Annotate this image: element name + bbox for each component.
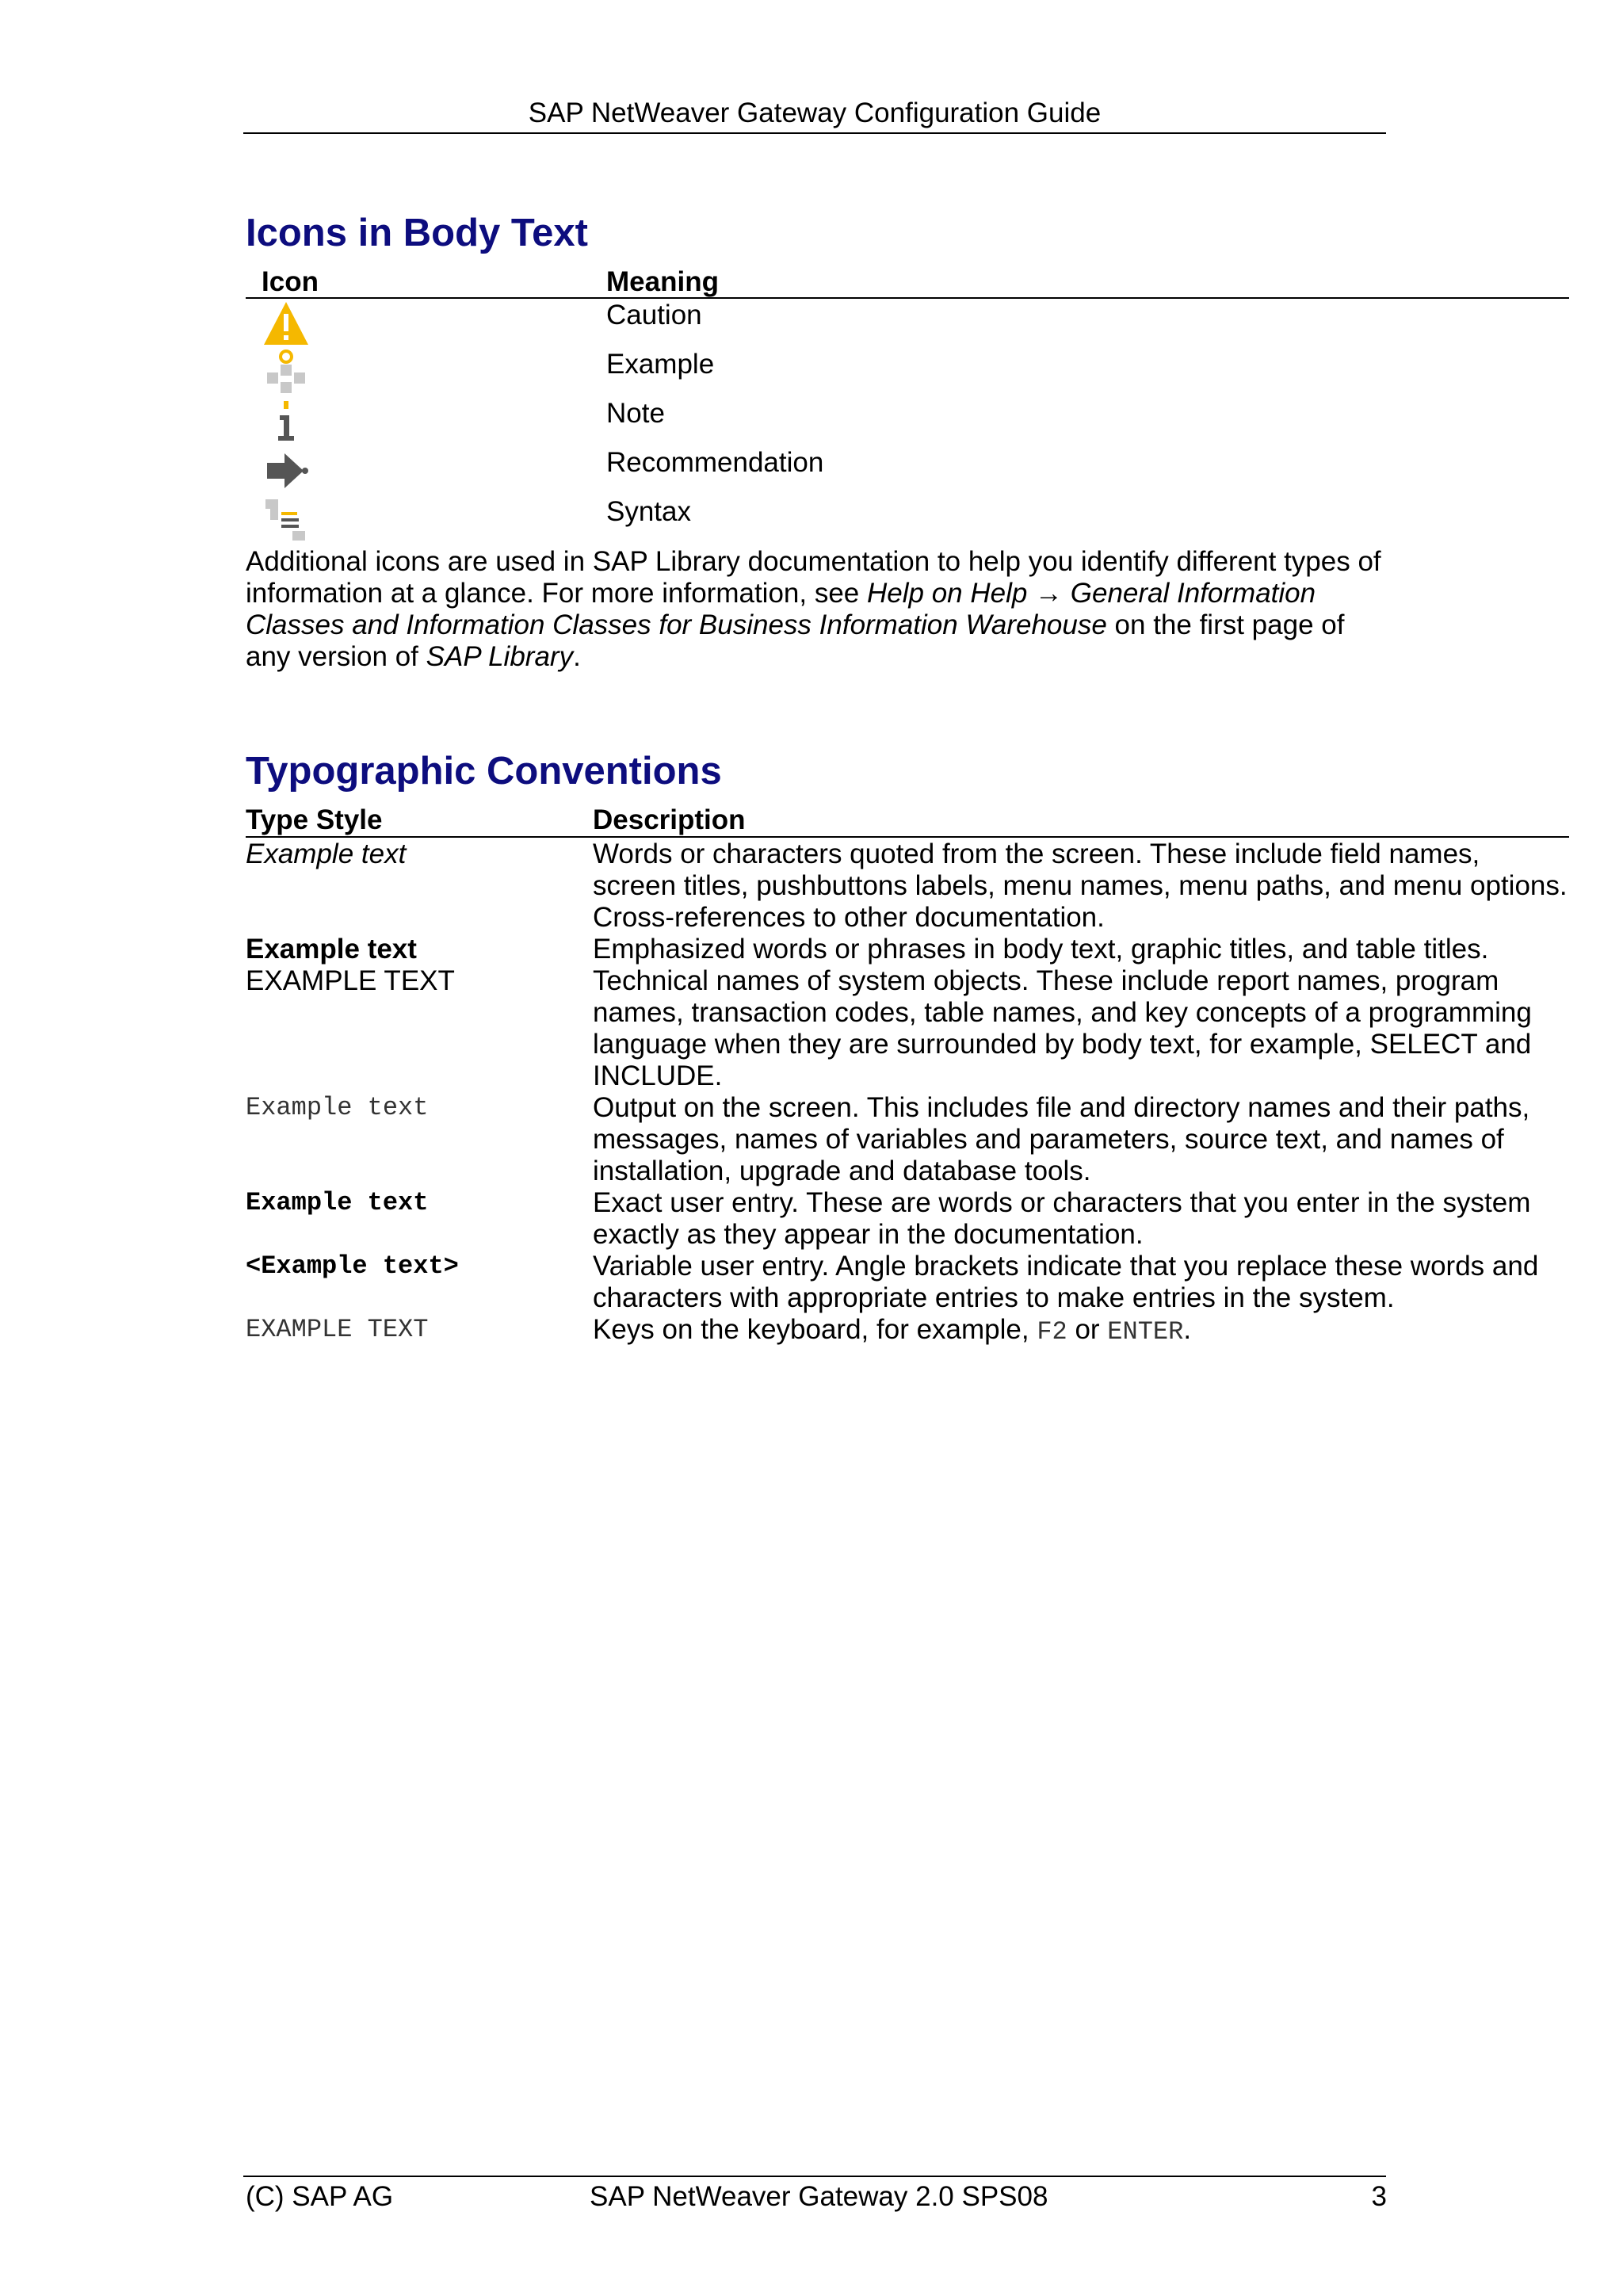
icons-section-heading: Icons in Body Text bbox=[246, 212, 588, 254]
caution-icon bbox=[262, 300, 311, 347]
help-on-help-link: Help on Help bbox=[866, 578, 1028, 609]
desc-cross-references: Cross-references to other documentation. bbox=[593, 902, 1105, 933]
note-icon bbox=[262, 398, 311, 445]
desc-technical-names: Technical names of system objects. These include report names, program names, transaction codes, table names, and key concepts of a programming language when they are surrounded by body text, for example, SELECT and INCLUDE. bbox=[593, 965, 1532, 1091]
typo-section-heading: Typographic Conventions bbox=[246, 750, 722, 793]
sap-library-ref: SAP Library bbox=[426, 641, 574, 672]
type-style-italic: Example text bbox=[246, 839, 407, 869]
additional-icons-paragraph bbox=[246, 546, 1395, 673]
desc-keyboard-keys bbox=[593, 1314, 1569, 1348]
footer-rule bbox=[243, 2176, 1386, 2177]
footer-copyright: (C) SAP AG bbox=[246, 2181, 394, 2212]
meaning-recommendation: Recommendation bbox=[606, 447, 824, 478]
recommendation-icon bbox=[262, 447, 311, 495]
meaning-syntax: Syntax bbox=[606, 496, 691, 527]
desc-variable-entry: Variable user entry. Angle brackets indicate that you replace these words and characters with appropriate entries to make entries in the system. bbox=[593, 1251, 1539, 1313]
icons-table-rule bbox=[246, 297, 1569, 299]
meaning-caution: Caution bbox=[606, 300, 702, 330]
page-number: 3 bbox=[1371, 2181, 1387, 2212]
type-style-column-header: Type Style bbox=[246, 804, 383, 835]
page-header: SAP NetWeaver Gateway Configuration Guide bbox=[528, 97, 1102, 128]
type-style-mono-bold: Example text bbox=[246, 1188, 429, 1217]
para-text: on the first page of any version of bbox=[246, 609, 1345, 672]
info-classes-path: General Information Classes and Information Classes for Business Information Warehouse bbox=[246, 578, 1316, 640]
desc-text: . bbox=[1183, 1314, 1192, 1345]
meaning-column-header: Meaning bbox=[606, 266, 719, 297]
desc-emphasized: Emphasized words or phrases in body text, graphic titles, and table titles. bbox=[593, 934, 1489, 965]
icon-column-header: Icon bbox=[262, 266, 319, 297]
desc-screen-text: Words or characters quoted from the screen. These include field names, screen titles, pushbuttons labels, menu names, menu paths, and menu options. bbox=[593, 839, 1568, 901]
typo-table-rule bbox=[246, 836, 1569, 838]
type-style-bold: Example text bbox=[246, 934, 417, 965]
desc-screen-output: Output on the screen. This includes file and directory names and their paths, messages, names of variables and parameters, source text, and names of installation, upgrade and database tools. bbox=[593, 1092, 1530, 1186]
key-f2: F2 bbox=[1037, 1317, 1067, 1347]
syntax-icon bbox=[262, 496, 311, 544]
header-rule bbox=[243, 132, 1386, 134]
footer-product: SAP NetWeaver Gateway 2.0 SPS08 bbox=[590, 2181, 1048, 2212]
type-style-angle-brackets: <Example text> bbox=[246, 1251, 459, 1281]
type-style-mono: Example text bbox=[246, 1093, 429, 1122]
meaning-note: Note bbox=[606, 398, 665, 429]
type-style-caps: EXAMPLE TEXT bbox=[246, 965, 455, 996]
desc-text: or bbox=[1067, 1314, 1108, 1345]
description-column-header: Description bbox=[593, 804, 746, 835]
desc-text: Keys on the keyboard, for example, bbox=[593, 1314, 1037, 1345]
desc-exact-entry: Exact user entry. These are words or characters that you enter in the system exactly as they appear in the documentation. bbox=[593, 1187, 1531, 1250]
type-style-mono-caps: EXAMPLE TEXT bbox=[246, 1315, 429, 1344]
para-text: Additional icons are used in SAP Library documentation to help you identify different types of information at a glance. For more information, see bbox=[246, 546, 1381, 609]
path-arrow: → bbox=[1027, 578, 1071, 609]
para-text: . bbox=[573, 641, 581, 672]
key-enter: ENTER bbox=[1107, 1317, 1184, 1347]
example-icon bbox=[262, 349, 311, 396]
meaning-example: Example bbox=[606, 349, 715, 380]
